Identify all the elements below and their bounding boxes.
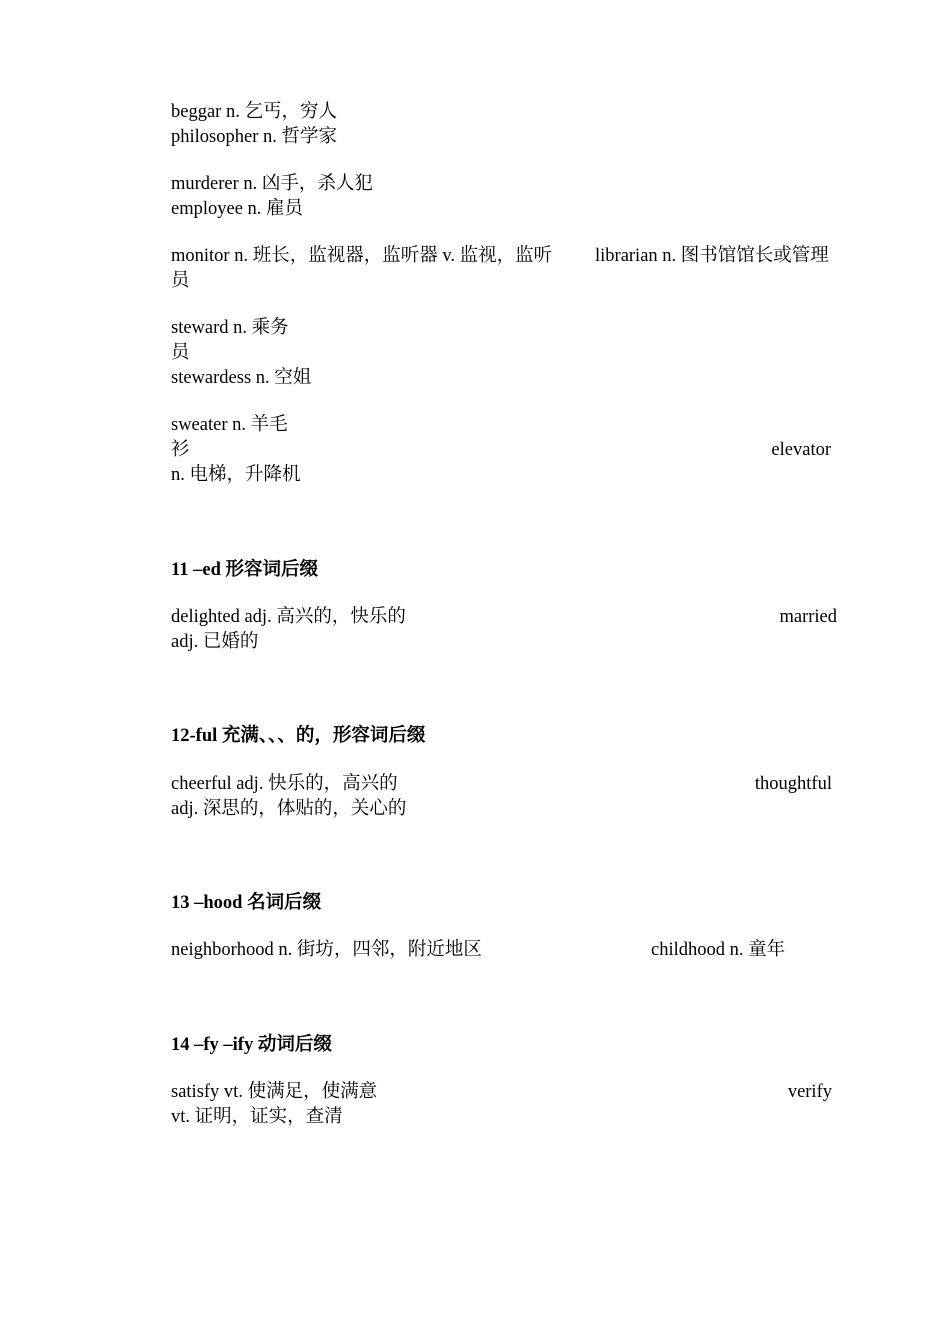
entry-neighborhood: neighborhood n. 街坊，四邻，附近地区 bbox=[171, 940, 482, 960]
heading-hood-suffix: 13 –hood 名词后缀 bbox=[171, 893, 322, 913]
entry-married: married bbox=[779, 607, 837, 627]
entry-monitor: monitor n. 班长，监视器，监听器 v. 监视，监听 bbox=[171, 246, 553, 266]
entry-thoughtful: thoughtful bbox=[754, 774, 832, 794]
entry-librarian-wrap: 员 bbox=[171, 271, 190, 291]
entry-elevator-def: n. 电梯，升降机 bbox=[171, 465, 301, 485]
entry-employee: employee n. 雇员 bbox=[171, 199, 304, 219]
entry-stewardess: stewardess n. 空姐 bbox=[171, 368, 312, 388]
entry-philosopher: philosopher n. 哲学家 bbox=[171, 127, 337, 147]
entry-thoughtful-def: adj. 深思的，体贴的，关心的 bbox=[171, 799, 407, 819]
entry-librarian: librarian n. 图书馆馆长或管理 bbox=[595, 246, 829, 266]
entry-sweater-wrap: 衫 bbox=[171, 440, 190, 460]
entry-steward-wrap: 员 bbox=[171, 343, 190, 363]
entry-delighted: delighted adj. 高兴的，快乐的 bbox=[171, 607, 406, 627]
entry-satisfy: satisfy vt. 使满足，使满意 bbox=[171, 1082, 378, 1102]
entry-cheerful: cheerful adj. 快乐的，高兴的 bbox=[171, 774, 398, 794]
entry-murderer: murderer n. 凶手，杀人犯 bbox=[171, 174, 373, 194]
entry-sweater: sweater n. 羊毛 bbox=[171, 415, 288, 435]
entry-childhood: childhood n. 童年 bbox=[651, 940, 786, 960]
entry-beggar: beggar n. 乞丐，穷人 bbox=[171, 102, 337, 122]
heading-ed-suffix: 11 –ed 形容词后缀 bbox=[171, 560, 318, 580]
heading-fy-suffix: 14 –fy –ify 动词后缀 bbox=[171, 1035, 332, 1055]
entry-verify: verify bbox=[787, 1082, 832, 1102]
heading-ful-suffix: 12-ful 充满、、、的，形容词后缀 bbox=[171, 726, 426, 746]
entry-steward: steward n. 乘务 bbox=[171, 318, 289, 338]
entry-elevator: elevator bbox=[771, 440, 831, 460]
entry-married-def: adj. 已婚的 bbox=[171, 632, 259, 652]
entry-verify-def: vt. 证明，证实，查清 bbox=[171, 1107, 343, 1127]
